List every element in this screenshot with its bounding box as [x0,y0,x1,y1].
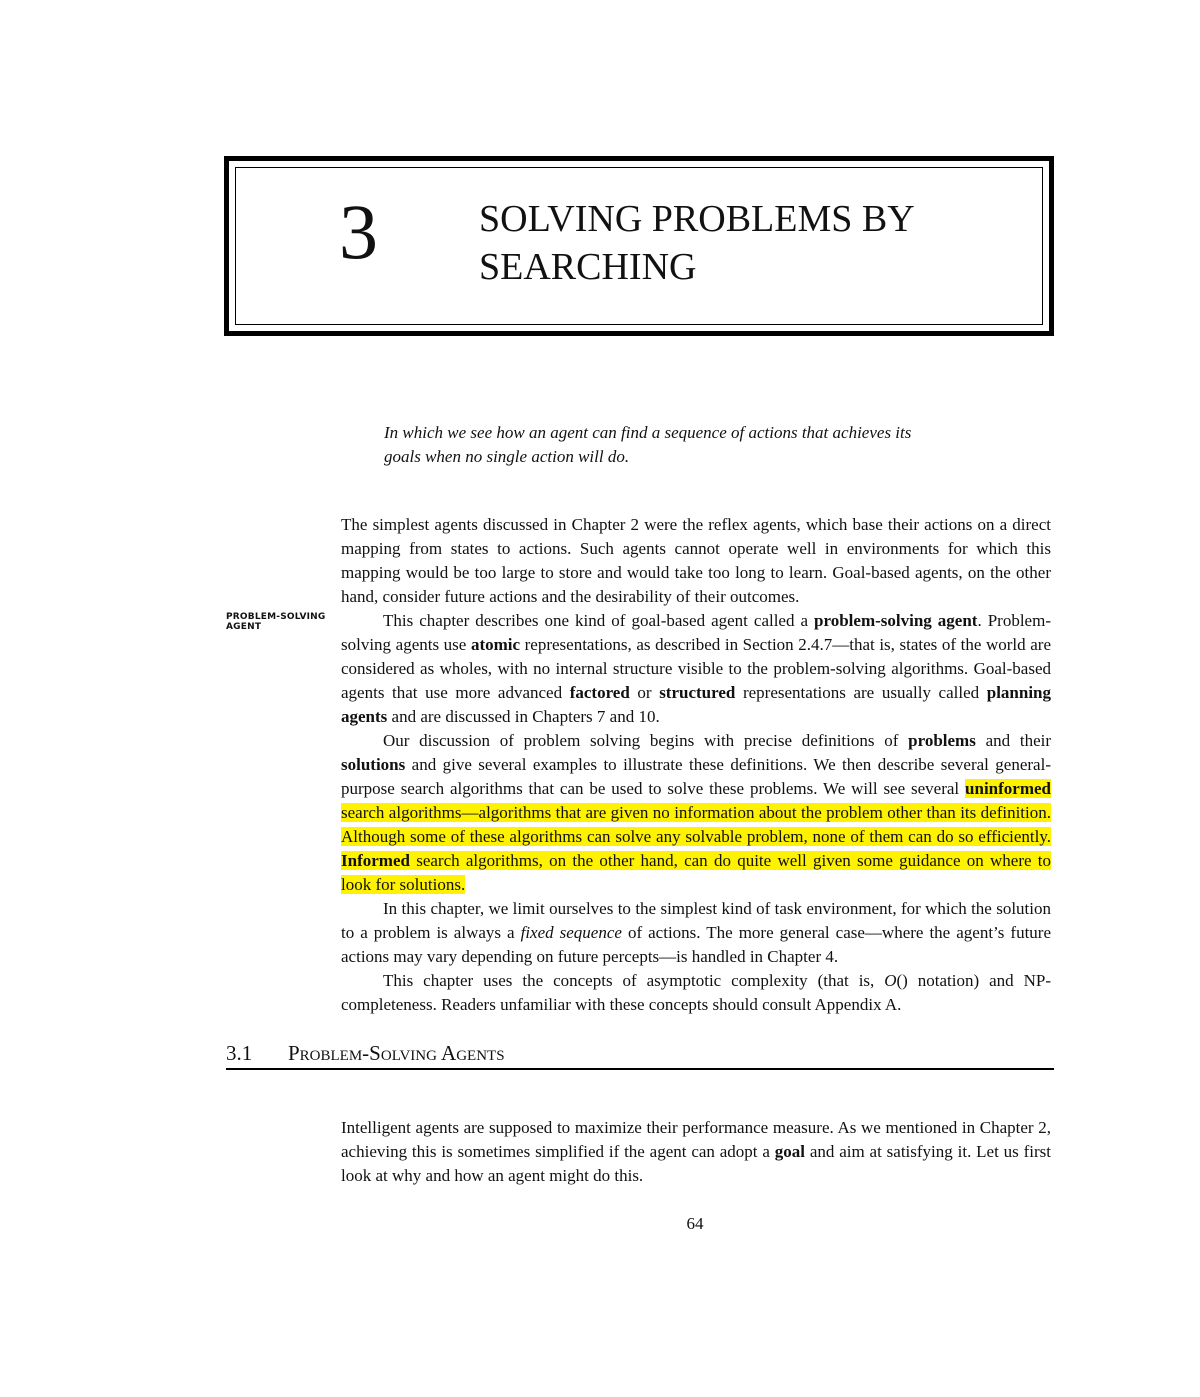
term-atomic: atomic [470,635,521,654]
term-fixed-sequence: fixed sequence [520,923,622,942]
text-run: In this chapter, we limit ourselves to the simplest kind of task environment, for which the solution to a problem is always a [341,899,1051,942]
text-run: search algorithms, on the other hand, can do [409,851,731,870]
chapter-title-box [224,156,1054,336]
text-run: and give several examples to illustrate these definitions. We then describe several general-purpose search algorithms that can be used to solve these problems. We will see several [341,755,1051,798]
chapter-intro-body [341,513,1051,1017]
page-number: 64 [686,1214,704,1233]
epigraph-line-1: In which we see how an agent can find a sequence of actions that achieves its [384,423,912,442]
text-run: representations, as described in Section 2.4.7—that is, states of the world are considered as wholes, with no internal structure visible to the problem-solving algorithms. Goal-based agents that use more advanced [341,635,1052,702]
chapter-number: 3 [339,188,378,275]
chapter-title-line-2: SEARCHING [479,246,697,288]
term-problem-solving-agent: problem-solving agent [814,611,978,630]
section-heading [226,1040,1054,1070]
text-run: and their [975,731,1051,750]
term-goal: goal [774,1142,805,1161]
text-run: of actions. The more general case—where the agent’s future actions may vary depending on future percepts—is handled in Chapter 4. [341,923,1051,966]
big-o-symbol: O [884,971,897,990]
section-number: 3.1 [226,1041,253,1065]
text-run: or [629,683,660,702]
chapter-epigraph [384,421,1054,469]
margin-note-line-1: PROBLEM-SOLVING [226,612,326,622]
paragraph-task-environment [341,897,1051,969]
text-run: () notation) and NP-completeness. Readers unfamiliar with these concepts should consult Appendix A. [341,971,1051,1014]
text-run: This chapter describes one kind of goal-based agent called a [383,611,815,630]
paragraph-reflex-agents: The simplest agents discussed in Chapter 2 were the reflex agents, which base their actions on a direct mapping from states to actions. Such agents cannot operate well in environments for which this mapping would be too large to store and would take too long to learn. Goal-based agents, on the other hand, consider future actions and the desirability of their outcomes. [341,515,1051,606]
text-run: This chapter uses the concepts of asymptotic complexity (that is, [383,971,885,990]
section-title: Problem-Solving Agents [288,1041,505,1065]
term-planning-agents: planning agents [341,683,1051,726]
term-problems: problems [908,731,976,750]
text-run: search algorithms—algorithms that are given no information about the problem other than its definition. Although some of these algorithms can solve any solvable problem, none of them can do so efficiently. [341,803,1051,846]
paragraph-problem-solving-agent [341,609,1051,729]
paragraph-intelligent-agents [341,1116,1051,1188]
term-informed: Informed [341,851,410,870]
paragraph-complexity [341,969,1051,1017]
term-uninformed: uninformed [965,779,1051,798]
section-body [341,1116,1051,1188]
chapter-title [479,195,999,291]
term-solutions: solutions [341,755,406,774]
paragraph-problem-definitions [341,729,1051,897]
margin-note-line-2: AGENT [226,622,262,632]
chapter-title-line-1: SOLVING PROBLEMS BY [479,198,915,240]
text-run: and aim at satisfying it. Let us first look at why and how an agent might do this. [341,1142,1051,1185]
epigraph-line-2: goals when no single action will do. [384,447,630,466]
term-structured: structured [659,683,736,702]
text-run: and are discussed in Chapters 7 and 10. [387,707,660,726]
text-run: Intelligent agents are supposed to maximize their performance measure. As we mentioned in Chapter 2, achieving this is sometimes simplified if the agent can adopt a [341,1118,1051,1161]
text-run: Our discussion of problem solving begins with precise definitions of [383,731,909,750]
text-run: representations are usually called [735,683,987,702]
text-run: . Problem-solving agents use [341,611,1051,654]
margin-note-problem-solving-agent [226,612,326,632]
highlighted-passage-end: quite well given some guidance on where to look for solutions. [341,851,1052,894]
term-factored: factored [569,683,630,702]
